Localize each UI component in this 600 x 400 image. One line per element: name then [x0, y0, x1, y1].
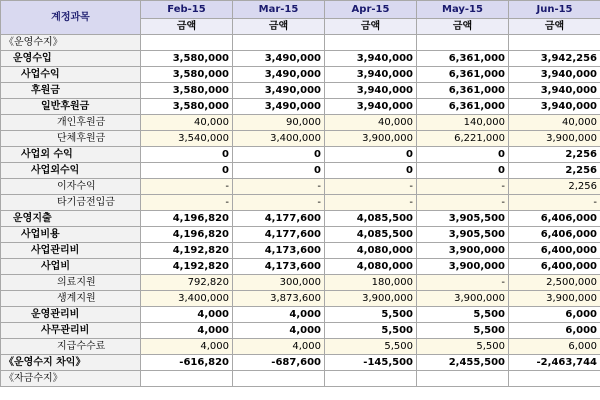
- amount-cell: 40,000: [325, 115, 417, 131]
- table-row: [1, 115, 600, 131]
- table-row: [1, 179, 600, 195]
- amount-cell: 0: [417, 147, 509, 163]
- amount-cell: 6,361,000: [417, 67, 509, 83]
- amount-cell: -: [233, 179, 325, 195]
- table-row: [1, 131, 600, 147]
- amount-cell: [509, 371, 600, 387]
- month-header-feb: Feb-15: [141, 1, 233, 19]
- amount-cell: 4,196,820: [141, 227, 233, 243]
- table-body: [1, 35, 600, 387]
- amount-cell: 4,192,820: [141, 243, 233, 259]
- account-column-header: 계정과목: [1, 1, 141, 35]
- amount-cell: 3,900,000: [325, 291, 417, 307]
- amount-header: 금액: [417, 19, 509, 35]
- amount-cell: 300,000: [233, 275, 325, 291]
- amount-cell: 6,361,000: [417, 51, 509, 67]
- month-header-mar: Mar-15: [233, 1, 325, 19]
- table-row: [1, 99, 600, 115]
- table-row: [1, 339, 600, 355]
- amount-cell: 3,580,000: [141, 83, 233, 99]
- amount-cell: 6,406,000: [509, 211, 600, 227]
- account-label: 운영지출: [1, 211, 141, 227]
- amount-cell: 4,000: [233, 339, 325, 355]
- table-row: [1, 259, 600, 275]
- amount-cell: 3,490,000: [233, 51, 325, 67]
- amount-cell: 140,000: [417, 115, 509, 131]
- table-row: [1, 355, 600, 371]
- amount-cell: 3,490,000: [233, 99, 325, 115]
- amount-cell: 5,500: [417, 307, 509, 323]
- table-row: [1, 35, 600, 51]
- month-header-row: [1, 1, 600, 19]
- amount-cell: -: [233, 195, 325, 211]
- account-label: 사업외수익: [1, 163, 141, 179]
- account-label: 타기금전입금: [1, 195, 141, 211]
- amount-cell: -2,463,744: [509, 355, 600, 371]
- amount-cell: 6,000: [509, 307, 600, 323]
- amount-cell: 4,173,600: [233, 259, 325, 275]
- table-row: [1, 323, 600, 339]
- amount-cell: 90,000: [233, 115, 325, 131]
- amount-cell: [233, 35, 325, 51]
- amount-cell: -: [417, 275, 509, 291]
- account-label: 사업관리비: [1, 243, 141, 259]
- amount-cell: 4,196,820: [141, 211, 233, 227]
- amount-cell: 4,000: [233, 307, 325, 323]
- amount-cell: [417, 371, 509, 387]
- table-row: [1, 243, 600, 259]
- amount-cell: 0: [325, 147, 417, 163]
- account-label: 사업비용: [1, 227, 141, 243]
- amount-cell: 2,455,500: [417, 355, 509, 371]
- amount-cell: -145,500: [325, 355, 417, 371]
- amount-cell: 792,820: [141, 275, 233, 291]
- amount-cell: 3,940,000: [509, 99, 600, 115]
- account-label: 이자수익: [1, 179, 141, 195]
- amount-cell: 0: [233, 163, 325, 179]
- amount-cell: 3,940,000: [325, 51, 417, 67]
- amount-header: 금액: [325, 19, 417, 35]
- amount-cell: -: [141, 195, 233, 211]
- amount-cell: 3,905,500: [417, 211, 509, 227]
- amount-cell: [233, 371, 325, 387]
- month-header-may: May-15: [417, 1, 509, 19]
- account-label: 개인후원금: [1, 115, 141, 131]
- amount-cell: 180,000: [325, 275, 417, 291]
- table-row: [1, 371, 600, 387]
- amount-cell: 6,406,000: [509, 227, 600, 243]
- account-label: 생계지원: [1, 291, 141, 307]
- amount-cell: 3,400,000: [141, 291, 233, 307]
- amount-cell: [509, 35, 600, 51]
- amount-cell: 0: [325, 163, 417, 179]
- account-label: 운영관리비: [1, 307, 141, 323]
- amount-cell: 40,000: [141, 115, 233, 131]
- amount-cell: 40,000: [509, 115, 600, 131]
- amount-cell: 4,000: [141, 339, 233, 355]
- account-label: 사업비: [1, 259, 141, 275]
- amount-cell: 3,900,000: [509, 131, 600, 147]
- amount-cell: 4,000: [141, 307, 233, 323]
- amount-cell: 5,500: [417, 339, 509, 355]
- amount-cell: 4,080,000: [325, 243, 417, 259]
- amount-cell: [141, 371, 233, 387]
- table-row: [1, 227, 600, 243]
- account-label: 지급수수료: [1, 339, 141, 355]
- amount-cell: 4,000: [141, 323, 233, 339]
- amount-cell: 4,080,000: [325, 259, 417, 275]
- amount-cell: 3,905,500: [417, 227, 509, 243]
- table-row: [1, 195, 600, 211]
- amount-cell: 0: [141, 147, 233, 163]
- table-row: [1, 307, 600, 323]
- amount-cell: 3,873,600: [233, 291, 325, 307]
- amount-cell: 4,085,500: [325, 211, 417, 227]
- amount-cell: [325, 35, 417, 51]
- amount-cell: 3,580,000: [141, 67, 233, 83]
- amount-cell: 3,900,000: [325, 131, 417, 147]
- amount-cell: -: [417, 179, 509, 195]
- account-label: 일반후원금: [1, 99, 141, 115]
- account-label: 운영수입: [1, 51, 141, 67]
- amount-cell: 4,177,600: [233, 227, 325, 243]
- amount-cell: [417, 35, 509, 51]
- amount-cell: 3,400,000: [233, 131, 325, 147]
- amount-header: 금액: [233, 19, 325, 35]
- amount-cell: 2,500,000: [509, 275, 600, 291]
- account-label: 단체후원금: [1, 131, 141, 147]
- amount-cell: 6,000: [509, 323, 600, 339]
- amount-cell: 4,000: [233, 323, 325, 339]
- amount-cell: -: [325, 195, 417, 211]
- account-label: 《자금수지》: [1, 371, 141, 387]
- amount-cell: -: [509, 195, 600, 211]
- amount-cell: 3,900,000: [509, 291, 600, 307]
- table-row: [1, 163, 600, 179]
- amount-cell: 5,500: [417, 323, 509, 339]
- amount-cell: 2,256: [509, 179, 600, 195]
- amount-cell: 3,540,000: [141, 131, 233, 147]
- account-label: 의료지원: [1, 275, 141, 291]
- table-row: [1, 211, 600, 227]
- amount-cell: 3,900,000: [417, 291, 509, 307]
- amount-cell: 3,900,000: [417, 259, 509, 275]
- amount-cell: 6,400,000: [509, 259, 600, 275]
- amount-cell: 3,940,000: [325, 67, 417, 83]
- amount-cell: 3,940,000: [509, 83, 600, 99]
- amount-cell: 5,500: [325, 307, 417, 323]
- month-header-apr: Apr-15: [325, 1, 417, 19]
- amount-cell: 3,580,000: [141, 51, 233, 67]
- amount-cell: 4,192,820: [141, 259, 233, 275]
- amount-header: 금액: [509, 19, 600, 35]
- amount-cell: 4,177,600: [233, 211, 325, 227]
- table-row: [1, 147, 600, 163]
- amount-cell: 3,940,000: [509, 67, 600, 83]
- account-label: 사업수익: [1, 67, 141, 83]
- amount-cell: 2,256: [509, 163, 600, 179]
- amount-header: 금액: [141, 19, 233, 35]
- amount-cell: -616,820: [141, 355, 233, 371]
- account-label: 사무관리비: [1, 323, 141, 339]
- amount-cell: 6,221,000: [417, 131, 509, 147]
- amount-cell: 3,940,000: [325, 99, 417, 115]
- account-label: 《운영수지 차익》: [1, 355, 141, 371]
- table-row: [1, 67, 600, 83]
- amount-cell: 6,361,000: [417, 83, 509, 99]
- amount-cell: 6,000: [509, 339, 600, 355]
- table-row: [1, 83, 600, 99]
- amount-cell: 5,500: [325, 339, 417, 355]
- amount-cell: 2,256: [509, 147, 600, 163]
- amount-cell: -687,600: [233, 355, 325, 371]
- amount-cell: 0: [417, 163, 509, 179]
- amount-cell: 4,173,600: [233, 243, 325, 259]
- amount-cell: 5,500: [325, 323, 417, 339]
- amount-cell: [141, 35, 233, 51]
- amount-cell: [325, 371, 417, 387]
- account-label: 후원금: [1, 83, 141, 99]
- account-label: 《운영수지》: [1, 35, 141, 51]
- amount-cell: 4,085,500: [325, 227, 417, 243]
- amount-cell: 6,400,000: [509, 243, 600, 259]
- amount-cell: 0: [233, 147, 325, 163]
- table-row: [1, 275, 600, 291]
- amount-cell: 3,940,000: [325, 83, 417, 99]
- amount-cell: 3,490,000: [233, 83, 325, 99]
- amount-cell: -: [141, 179, 233, 195]
- amount-cell: -: [325, 179, 417, 195]
- month-header-jun: Jun-15: [509, 1, 600, 19]
- amount-cell: 3,580,000: [141, 99, 233, 115]
- amount-cell: 3,490,000: [233, 67, 325, 83]
- table-row: [1, 291, 600, 307]
- table-row: [1, 51, 600, 67]
- amount-cell: 3,900,000: [417, 243, 509, 259]
- account-label: 사업외 수익: [1, 147, 141, 163]
- amount-cell: -: [417, 195, 509, 211]
- amount-cell: 6,361,000: [417, 99, 509, 115]
- amount-cell: 0: [141, 163, 233, 179]
- amount-cell: 3,942,256: [509, 51, 600, 67]
